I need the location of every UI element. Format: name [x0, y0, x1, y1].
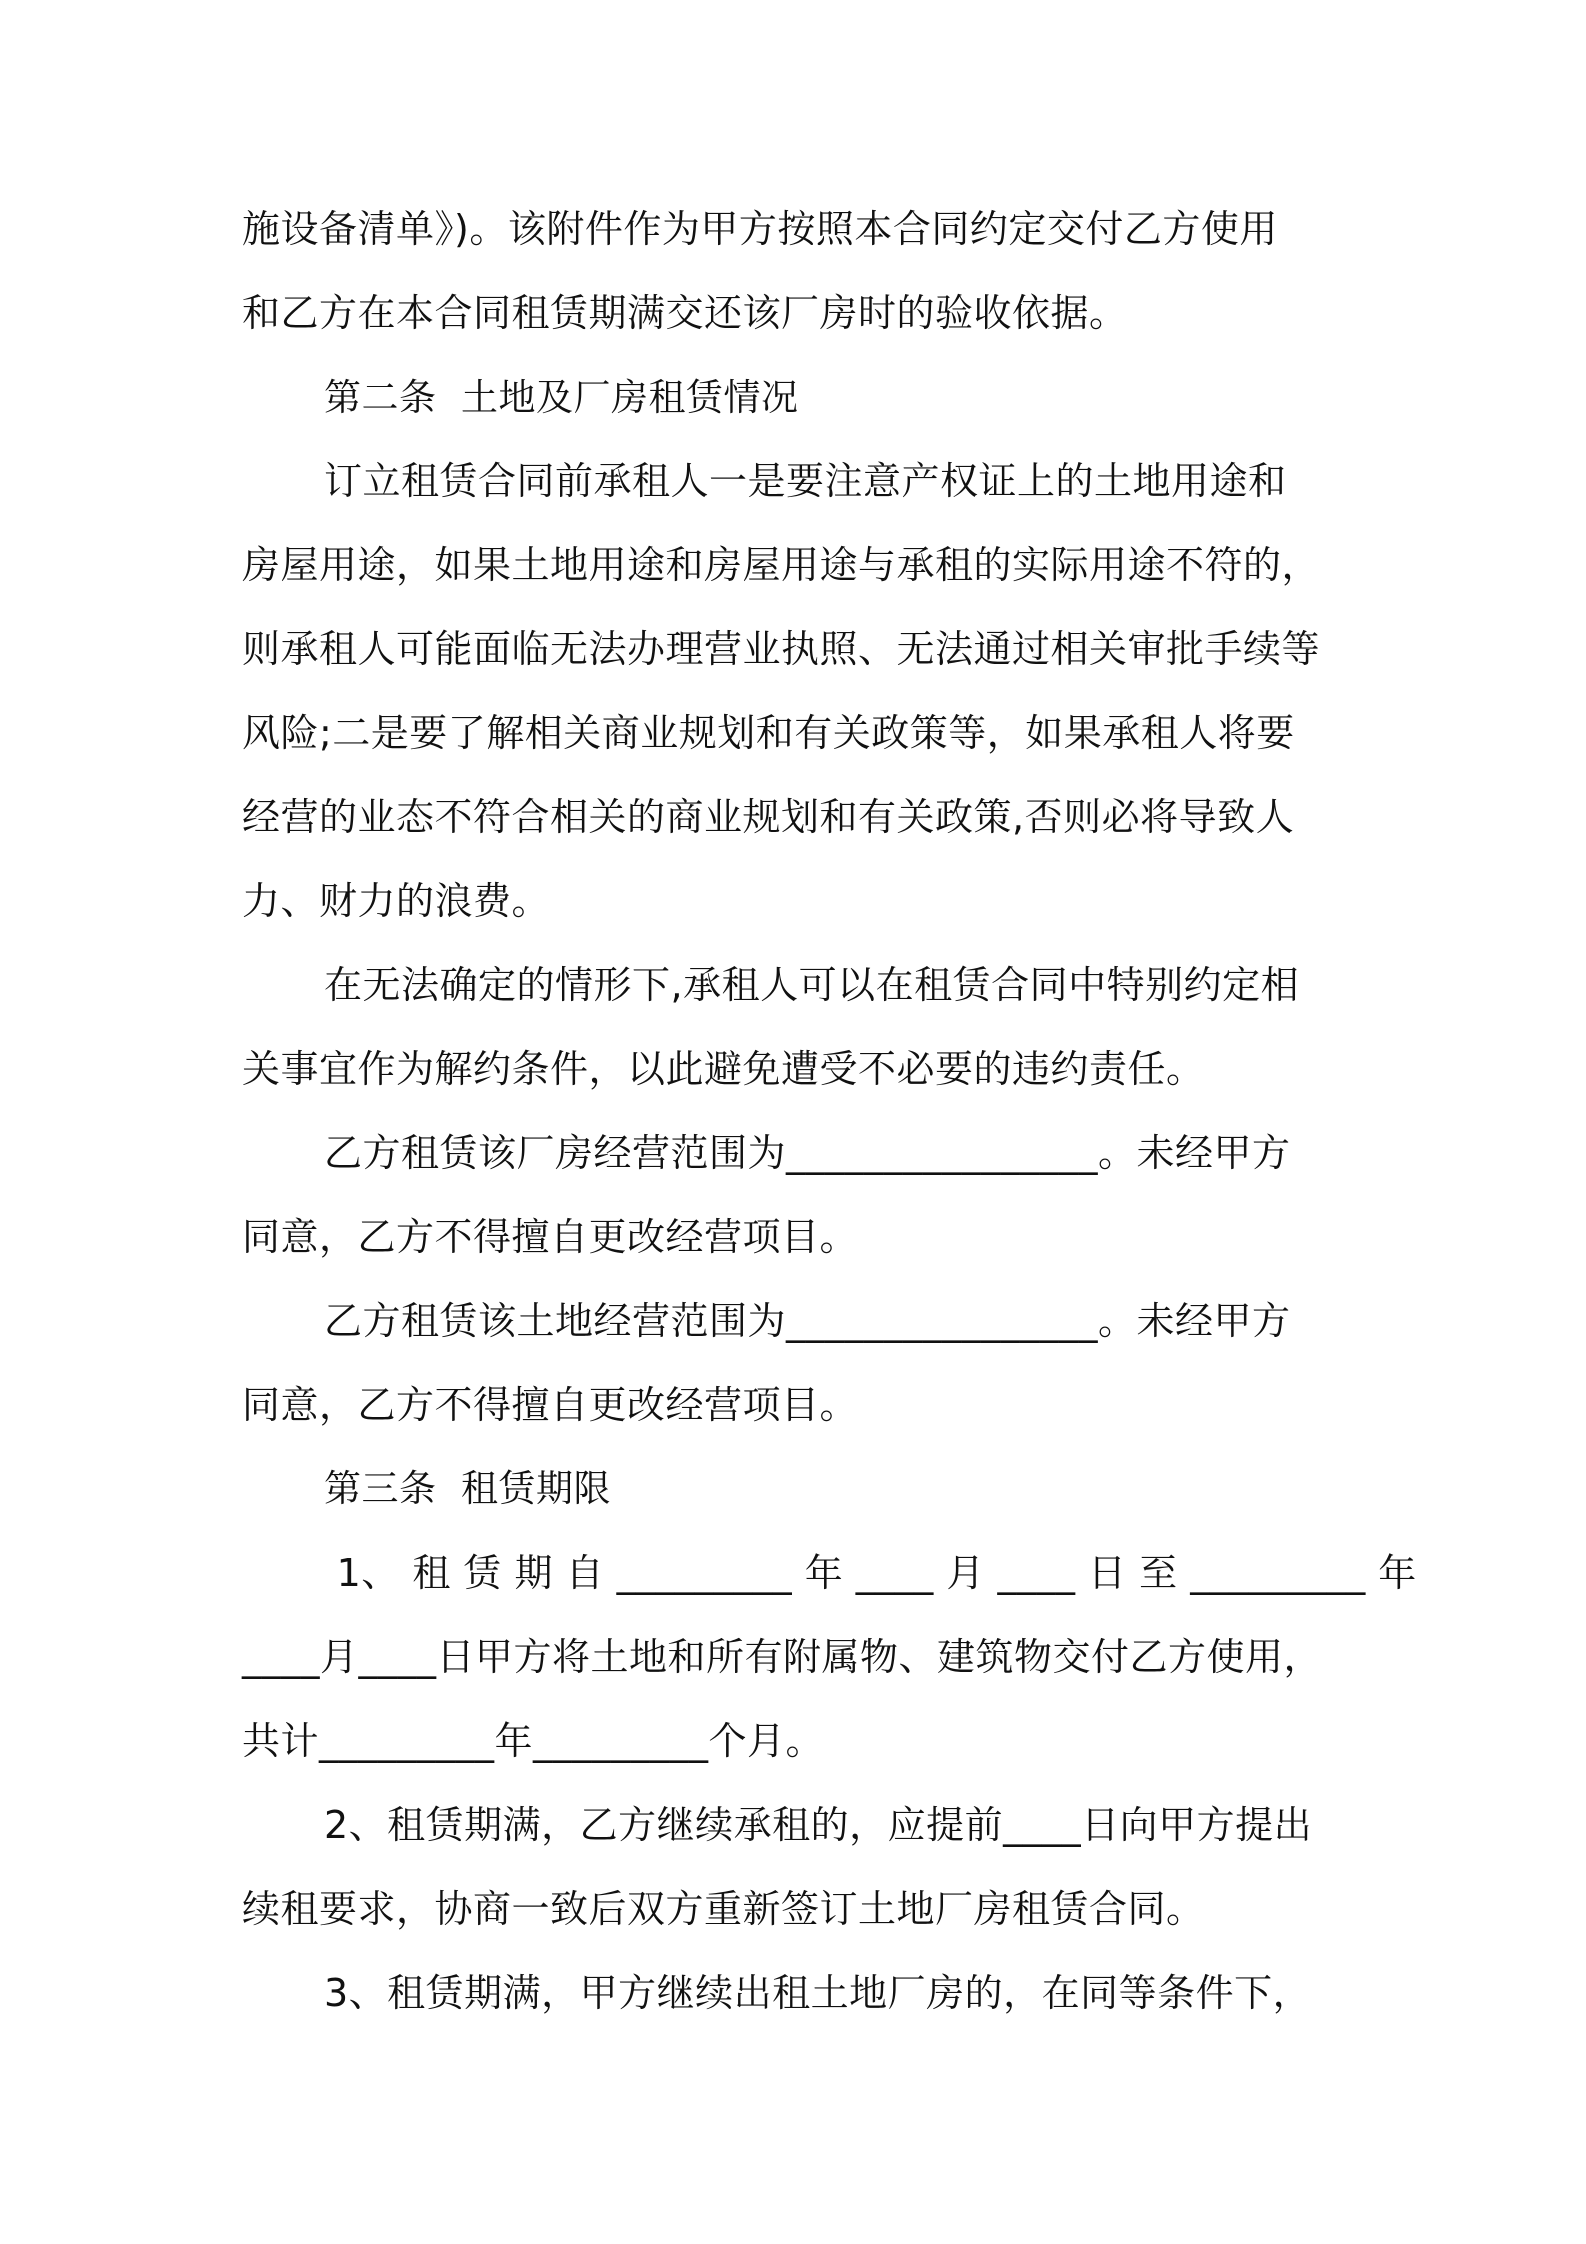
- paragraph-line: 则承租人可能面临无法办理营业执照、无法通过相关审批手续等: [242, 627, 1321, 671]
- paragraph-line: 经营的业态不符合相关的商业规划和有关政策,否则必将导致人: [242, 795, 1295, 839]
- paragraph-line: 共计_________年_________个月。: [242, 1719, 825, 1763]
- paragraph-line: 和乙方在本合同租赁期满交还该厂房时的验收依据。: [242, 291, 1128, 335]
- paragraph-line: 风险;二是要了解相关商业规划和有关政策等，如果承租人将要: [242, 711, 1295, 755]
- paragraph-line: 同意，乙方不得擅自更改经营项目。: [242, 1383, 859, 1427]
- paragraph-line: 订立租赁合同前承租人一是要注意产权证上的土地用途和: [324, 459, 1287, 503]
- paragraph-line: 1、 租 赁 期 自 _________ 年 ____ 月 ____ 日 至 _________ 年: [324, 1551, 1417, 1595]
- paragraph-line: 续租要求，协商一致后双方重新签订土地厂房租赁合同。: [242, 1887, 1205, 1931]
- paragraph-line: 力、财力的浪费。: [242, 879, 551, 923]
- paragraph-line: 乙方租赁该土地经营范围为________________。未经甲方: [324, 1299, 1291, 1343]
- paragraph-line: 3、租赁期满，甲方继续出租土地厂房的，在同等条件下，: [324, 1971, 1312, 2015]
- paragraph-line: 房屋用途，如果土地用途和房屋用途与承租的实际用途不符的，: [242, 543, 1321, 587]
- paragraph-line: 在无法确定的情形下,承租人可以在租赁合同中特别约定相: [324, 963, 1300, 1007]
- paragraph-line: 乙方租赁该厂房经营范围为________________。未经甲方: [324, 1131, 1291, 1175]
- paragraph-line: 同意，乙方不得擅自更改经营项目。: [242, 1215, 859, 1259]
- section-heading: 第二条 土地及厂房租赁情况: [324, 376, 799, 419]
- paragraph-line: ____月____日甲方将土地和所有附属物、建筑物交付乙方使用，: [242, 1635, 1323, 1679]
- paragraph-line: 施设备清单》)。该附件作为甲方按照本合同约定交付乙方使用: [242, 207, 1278, 251]
- section-heading: 第三条 租赁期限: [324, 1467, 612, 1510]
- paragraph-line: 关事宜作为解约条件，以此避免遭受不必要的违约责任。: [242, 1047, 1205, 1091]
- paragraph-line: 2、租赁期满，乙方继续承租的，应提前____日向甲方提出: [324, 1803, 1313, 1847]
